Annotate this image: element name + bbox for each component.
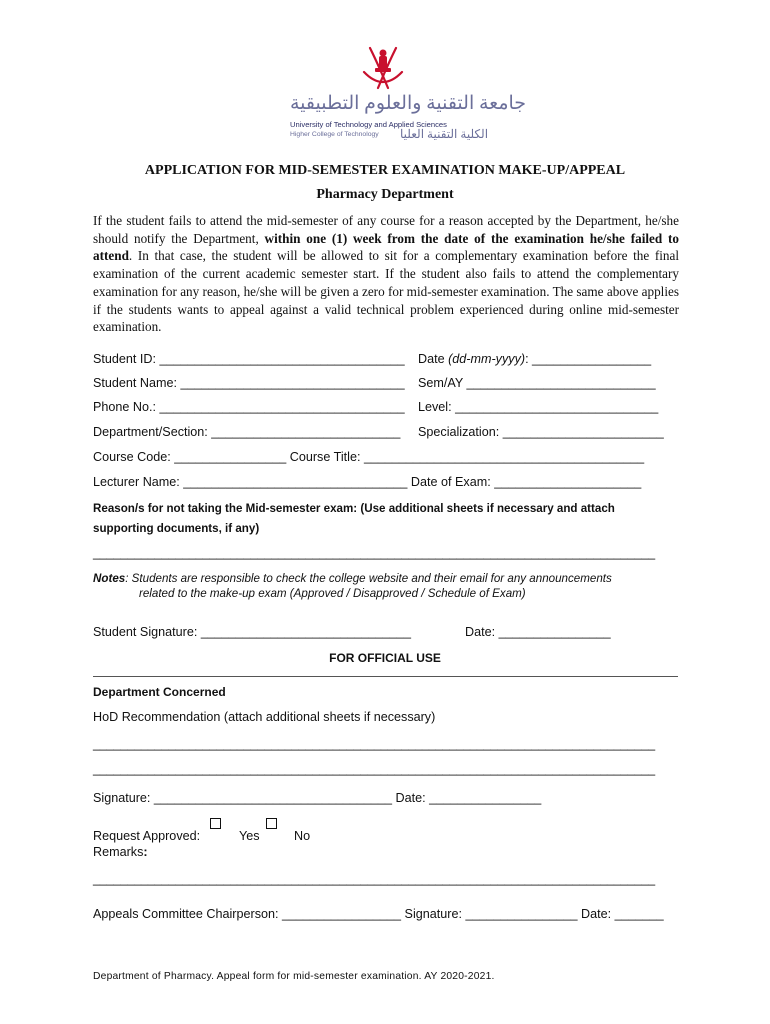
remarks-text: Remarks <box>93 845 144 859</box>
reasons-line[interactable]: __________________________________________________________________________________ <box>93 546 656 560</box>
date-field[interactable] <box>418 352 651 366</box>
notes-label: Notes <box>93 572 126 585</box>
student-signature-field[interactable]: Student Signature: ______________________________ <box>93 625 411 639</box>
remarks-label <box>93 845 148 859</box>
student-name-field[interactable]: Student Name: ________________________________ <box>93 376 405 390</box>
hod-signature-field[interactable]: Signature: __________________________________ Date: ________________ <box>93 791 542 805</box>
yes-checkbox[interactable] <box>210 818 221 829</box>
intro-part2: . In that case, the student will be allowed to sit for a complementary examination before the final examination of the current academic semester start. If the student also fails to attend the complementary examination for any reason, he/she will be given a zero for mid-semester examination. The same above applies if the students wants to appeal against a valid technical problem experienced during online mid-semester examination. <box>93 248 679 335</box>
date-label: Date <box>418 352 449 366</box>
university-logo <box>282 38 527 158</box>
appeals-committee-field[interactable]: Appeals Committee Chairperson: _________________ Signature: ________________ Date: _______ <box>93 907 664 921</box>
logo-college-english: Higher College of Technology <box>290 131 379 138</box>
sem-ay-field[interactable]: Sem/AY ___________________________ <box>418 376 656 390</box>
hod-recommendation-label: HoD Recommendation (attach additional sheets if necessary) <box>93 710 436 724</box>
date-format: (dd-mm-yyyy) <box>448 352 526 366</box>
logo-english-name: University of Technology and Applied Sciences <box>290 120 447 129</box>
page-title: APPLICATION FOR MID-SEMESTER EXAMINATION MAKE-UP/APPEAL <box>144 163 626 178</box>
student-id-field[interactable]: Student ID: ___________________________________ <box>93 352 405 366</box>
department-concerned-label: Department Concerned <box>93 685 226 699</box>
level-field[interactable]: Level: _____________________________ <box>418 400 659 414</box>
intro-part1: If the student fails to attend the mid-semester of any course for a reason accepted by the Department, he/she should notify the Department, <box>93 213 679 246</box>
course-field[interactable]: Course Code: ________________ Course Title: ________________________________________ <box>93 450 645 464</box>
hod-line-2[interactable]: __________________________________________________________________________________ <box>93 762 656 776</box>
notes-text-line2: related to the make-up exam (Approved / Disapproved / Schedule of Exam) <box>139 587 526 600</box>
signature-date-field[interactable]: Date: ________________ <box>465 625 611 639</box>
official-use-heading: FOR OFFICIAL USE <box>329 651 441 665</box>
no-label: No <box>294 829 311 843</box>
footer-text: Department of Pharmacy. Appeal form for mid-semester examination. AY 2020-2021. <box>93 971 495 982</box>
reasons-label: Reason/s for not taking the Mid-semester exam: (Use additional sheets if necessary and attach <box>93 502 615 515</box>
intro-bold: within one (1) week from the date of the examination he/she failed to attend <box>93 230 679 264</box>
specialization-field[interactable]: Specialization: _______________________ <box>418 425 664 439</box>
request-approved-label: Request Approved: <box>93 829 201 843</box>
department-section-field[interactable]: Department/Section: ___________________________ <box>93 425 401 439</box>
remarks-line[interactable]: __________________________________________________________________________________ <box>93 872 656 886</box>
reasons-label-line2: supporting documents, if any) <box>93 522 260 535</box>
no-checkbox[interactable] <box>266 818 277 829</box>
logo-arabic-name: جامعة التقنية والعلوم التطبيقية <box>290 93 527 114</box>
logo-college-arabic: الكلية التقنية العليا <box>400 127 489 141</box>
intro-paragraph <box>93 212 679 336</box>
phone-field[interactable]: Phone No.: ___________________________________ <box>93 400 405 414</box>
emblem-icon <box>358 42 408 94</box>
department-heading: Pharmacy Department <box>316 187 454 202</box>
lecturer-field[interactable]: Lecturer Name: ________________________________ Date of Exam: _____________________ <box>93 475 642 489</box>
hod-line-1[interactable]: __________________________________________________________________________________ <box>93 737 656 751</box>
remarks-colon: : <box>143 845 148 859</box>
official-divider <box>93 676 678 677</box>
notes-text: : Students are responsible to check the college website and their email for any announcements <box>125 572 612 585</box>
notes <box>93 572 612 585</box>
date-blank: : _________________ <box>525 352 652 366</box>
yes-label: Yes <box>239 829 260 843</box>
